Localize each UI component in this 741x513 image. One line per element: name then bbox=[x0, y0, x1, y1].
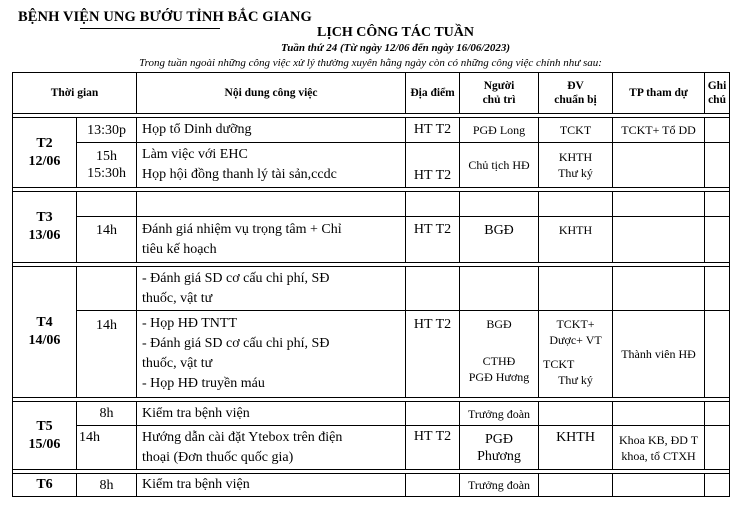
table-row bbox=[13, 143, 730, 188]
chair-cell: BGĐ bbox=[460, 217, 539, 263]
attend-cell: Thành viên HĐ bbox=[613, 311, 705, 398]
prep-line: Thư ký bbox=[558, 166, 593, 180]
chair-cell: PGĐ Long bbox=[460, 118, 539, 143]
content-line: - Đánh giá SD cơ cấu chi phí, SĐ bbox=[142, 270, 330, 286]
day-cell-t6: T6 bbox=[13, 474, 77, 497]
attend-cell bbox=[613, 143, 705, 188]
content-line: thoại (Đơn thuốc quốc gia) bbox=[142, 449, 294, 465]
place-cell bbox=[406, 192, 460, 217]
chair-cell: Chủ tịch HĐ bbox=[460, 143, 539, 188]
chair-cell bbox=[460, 267, 539, 311]
time-line: 15h bbox=[96, 149, 117, 164]
time-line: 15:30h bbox=[87, 166, 126, 181]
week-subtitle: Tuần thứ 24 (Từ ngày 12/06 đến ngày 16/06/2023) bbox=[280, 42, 511, 54]
time-cell: 8h bbox=[77, 402, 137, 426]
col-time: Thời gian bbox=[13, 73, 137, 114]
col-prep-line1: ĐV bbox=[567, 80, 584, 92]
attend-cell bbox=[613, 426, 705, 470]
note-cell bbox=[705, 143, 730, 188]
time-cell: 8h bbox=[77, 474, 137, 497]
day-date: 12/06 bbox=[28, 153, 61, 169]
day-cell-t4 bbox=[13, 267, 77, 398]
table-row bbox=[13, 118, 730, 143]
note-cell bbox=[705, 267, 730, 311]
time-cell: 14h bbox=[77, 426, 137, 470]
day-cell-t2 bbox=[13, 118, 77, 188]
header-row bbox=[13, 73, 730, 114]
prep-line: Dược+ VT bbox=[549, 333, 602, 347]
attend-line: Khoa KB, ĐD T bbox=[618, 432, 699, 447]
chair-cell bbox=[460, 311, 539, 398]
attend-cell: TCKT+ Tổ DD bbox=[613, 118, 705, 143]
col-content: Nội dung công việc bbox=[137, 73, 406, 114]
place-cell bbox=[406, 267, 460, 311]
col-chair-line2: chủ trì bbox=[482, 94, 516, 106]
prep-line: Thư ký bbox=[558, 373, 593, 387]
prep-cell bbox=[539, 192, 613, 217]
attend-cell bbox=[613, 474, 705, 497]
note-cell bbox=[705, 402, 730, 426]
content-cell bbox=[137, 192, 406, 217]
intro-note: Trong tuần ngoài những công việc xử lý thường xuyên hằng ngày còn có những công việc chính như sau: bbox=[139, 57, 602, 69]
attend-cell bbox=[613, 402, 705, 426]
place-cell: HT T2 bbox=[406, 217, 460, 263]
chair-line: BGĐ bbox=[486, 317, 512, 331]
place-cell: HT T2 bbox=[406, 118, 460, 143]
col-place: Địa điểm bbox=[406, 73, 460, 114]
content-line: thuốc, vật tư bbox=[142, 290, 213, 306]
prep-cell bbox=[539, 474, 613, 497]
chair-line: PGĐ Hương bbox=[468, 370, 530, 384]
table-row bbox=[13, 217, 730, 263]
day-label: T4 bbox=[36, 315, 53, 330]
day-cell-t5 bbox=[13, 402, 77, 470]
day-date: 15/06 bbox=[28, 436, 61, 452]
time-cell bbox=[77, 192, 137, 217]
table-row bbox=[13, 426, 730, 470]
prep-cell: KHTH bbox=[539, 426, 613, 470]
day-date: 13/06 bbox=[28, 228, 61, 243]
attend-line: khoa, tổ CTXH bbox=[621, 448, 696, 463]
time-cell bbox=[77, 267, 137, 311]
place-cell bbox=[406, 402, 460, 426]
prep-line: TCKT+ bbox=[556, 317, 595, 331]
col-chair bbox=[460, 73, 539, 114]
day-label: T3 bbox=[36, 210, 53, 225]
attend-cell bbox=[613, 267, 705, 311]
col-attend: TP tham dự bbox=[613, 73, 705, 114]
prep-cell bbox=[539, 143, 613, 188]
place-cell: HT T2 bbox=[406, 311, 460, 398]
day-cell-t3 bbox=[13, 192, 77, 263]
prep-cell bbox=[539, 311, 613, 398]
prep-cell: KHTH bbox=[539, 217, 613, 263]
content-line: Đánh giá nhiệm vụ trọng tâm + Chỉ bbox=[142, 221, 342, 237]
content-line: - Họp HĐ TNTT bbox=[142, 316, 238, 331]
content-cell bbox=[137, 143, 406, 188]
attend-cell bbox=[613, 192, 705, 217]
content-line: Hướng dẫn cài đặt Ytebox trên điện bbox=[142, 429, 343, 445]
col-note bbox=[705, 73, 730, 114]
content-cell bbox=[137, 426, 406, 470]
table-row bbox=[13, 474, 730, 497]
chair-cell: Trưởng đoàn bbox=[460, 474, 539, 497]
table-row bbox=[13, 311, 730, 398]
content-line: - Đánh giá SD cơ cấu chi phí, SĐ bbox=[142, 336, 330, 351]
place-cell bbox=[406, 474, 460, 497]
note-cell bbox=[705, 118, 730, 143]
content-cell bbox=[137, 311, 406, 398]
chair-cell bbox=[460, 426, 539, 470]
col-chair-line1: Người bbox=[483, 80, 515, 92]
attend-cell bbox=[613, 217, 705, 263]
content-cell bbox=[137, 217, 406, 263]
col-prep bbox=[539, 73, 613, 114]
content-cell bbox=[137, 267, 406, 311]
prep-cell bbox=[539, 402, 613, 426]
time-cell: 13:30p bbox=[77, 118, 137, 143]
chair-cell: Trưởng đoàn bbox=[460, 402, 539, 426]
schedule-table bbox=[12, 72, 730, 497]
note-cell bbox=[705, 311, 730, 398]
chair-line: Phương bbox=[477, 448, 521, 464]
place-cell: HT T2 bbox=[406, 426, 460, 470]
content-line: thuốc, vật tư bbox=[142, 356, 213, 371]
schedule-title: LỊCH CÔNG TÁC TUẦN bbox=[316, 25, 474, 40]
day-label: T5 bbox=[36, 418, 53, 434]
col-note-line2: chú bbox=[708, 94, 726, 106]
note-cell bbox=[705, 217, 730, 263]
day-date: 14/06 bbox=[28, 333, 61, 348]
content-line: Họp hội đồng thanh lý tài sản,ccdc bbox=[142, 167, 337, 182]
time-cell: 14h bbox=[77, 311, 137, 398]
content-line: - Họp HĐ truyền máu bbox=[142, 376, 265, 391]
content-line: Làm việc với EHC bbox=[142, 147, 248, 162]
chair-cell bbox=[460, 192, 539, 217]
table-row bbox=[13, 267, 730, 311]
chair-line: PGĐ bbox=[485, 431, 514, 447]
note-cell bbox=[705, 192, 730, 217]
col-note-line1: Ghi bbox=[707, 80, 727, 92]
hospital-name: BỆNH VIỆN UNG BƯỚU TỈNH BẮC GIANG bbox=[18, 9, 312, 25]
content-line: tiêu kế hoạch bbox=[142, 241, 217, 257]
prep-line: TCKT bbox=[543, 357, 575, 371]
place-cell: HT T2 bbox=[406, 143, 460, 188]
prep-line: KHTH bbox=[558, 150, 593, 164]
time-cell: 14h bbox=[77, 217, 137, 263]
content-cell: Kiểm tra bệnh viện bbox=[137, 474, 406, 497]
col-prep-line2: chuẩn bị bbox=[554, 94, 597, 106]
note-cell bbox=[705, 474, 730, 497]
note-cell bbox=[705, 426, 730, 470]
table-row bbox=[13, 402, 730, 426]
content-cell: Họp tổ Dinh dưỡng bbox=[137, 118, 406, 143]
time-cell bbox=[77, 143, 137, 188]
prep-cell bbox=[539, 267, 613, 311]
chair-line: CTHĐ bbox=[482, 354, 516, 368]
table-row bbox=[13, 192, 730, 217]
content-cell: Kiểm tra bệnh viện bbox=[137, 402, 406, 426]
prep-cell: TCKT bbox=[539, 118, 613, 143]
day-label: T2 bbox=[36, 135, 53, 151]
